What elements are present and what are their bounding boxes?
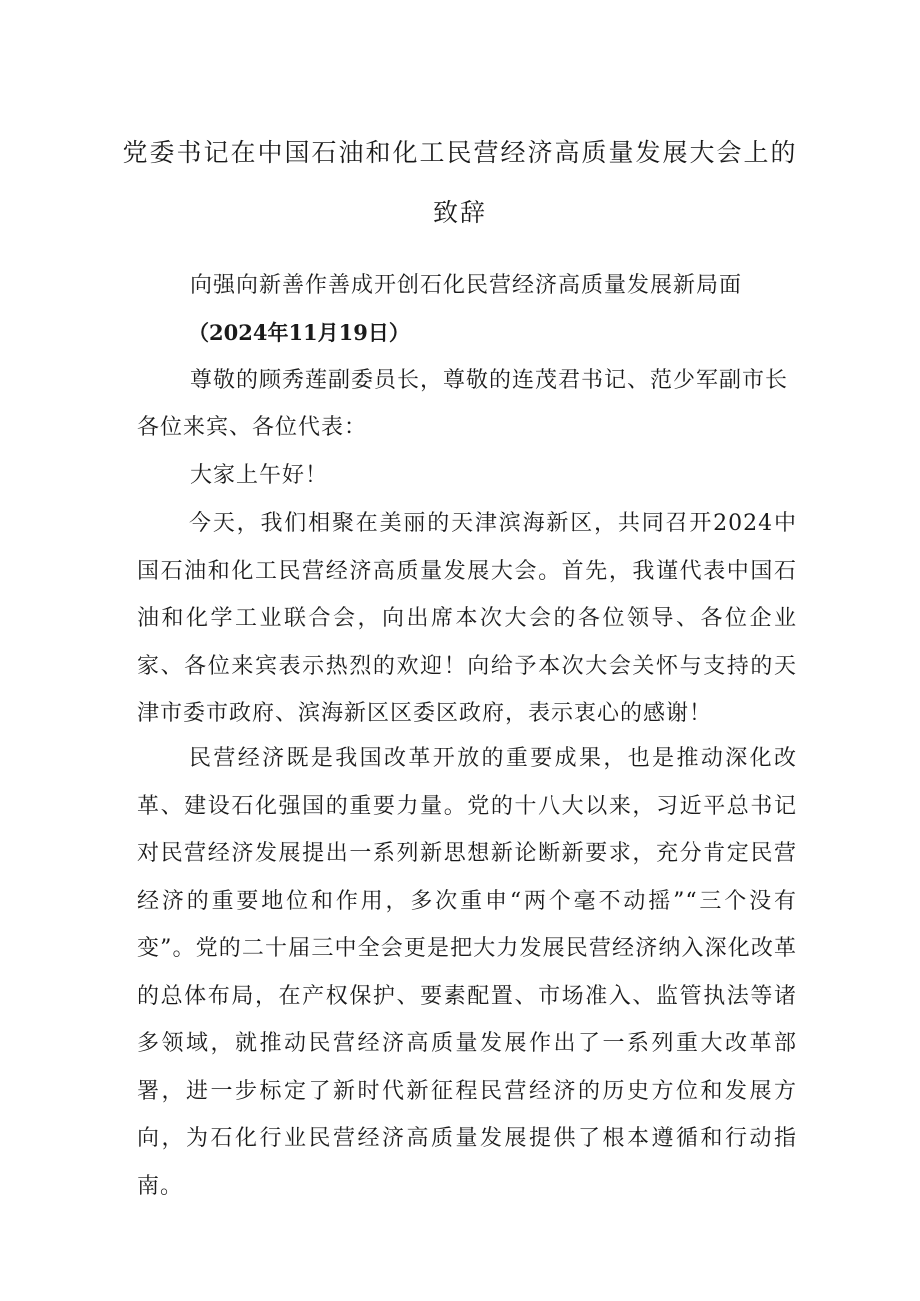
document-title-line1: 党委书记在中国石油和化工民营经济高质量发展大会上的 [122,138,798,167]
document-subtitle: 向强向新善作善成开创石化民营经济高质量发展新局面 [190,273,743,298]
document-date: （2024年11月19日） [188,320,410,345]
greeting: 大家上午好！ [190,463,329,488]
body-paragraph-2: 民营经济既是我国改革开放的重要成果，也是推动深化改革、建设石化强国的重要力量。党的十八大以来，习近平总书记对民营经济发展提出一系列新思想新论断新要求，充分肯定民营经济的重要地位和作用，多次重申“两个毫不动摇”“三个没有变”。党的二十届三中全会更是把大力发展民营经济纳入深化改革的总体布局，在产权保护、要素配置、市场准入、监管执法等诸多领域，就推动民营经济高质量发展作出了一系列重大改革部署，进一步标定了新时代新征程民营经济的历史方位和发展方向，为石化行业民营经济高质量发展提供了根本遵循和行动指南。 [137,746,797,1199]
document-title-line2: 致辞 [432,198,487,227]
body-paragraph-1: 今天，我们相聚在美丽的天津滨海新区，共同召开2024中国石油和化工民营经济高质量发展大会。首先，我谨代表中国石油和化学工业联合会，向出席本次大会的各位领导、各位企业家、各位来宾表示热烈的欢迎！向给予本次大会关怀与支持的天津市委市政府、滨海新区区委区政府，表示衷心的感谢！ [137,511,797,726]
salutation-line1: 尊敬的顾秀莲副委员长，尊敬的连茂君书记、范少军副市长 [190,368,789,393]
salutation-line2: 各位来宾、各位代表： [137,415,368,440]
